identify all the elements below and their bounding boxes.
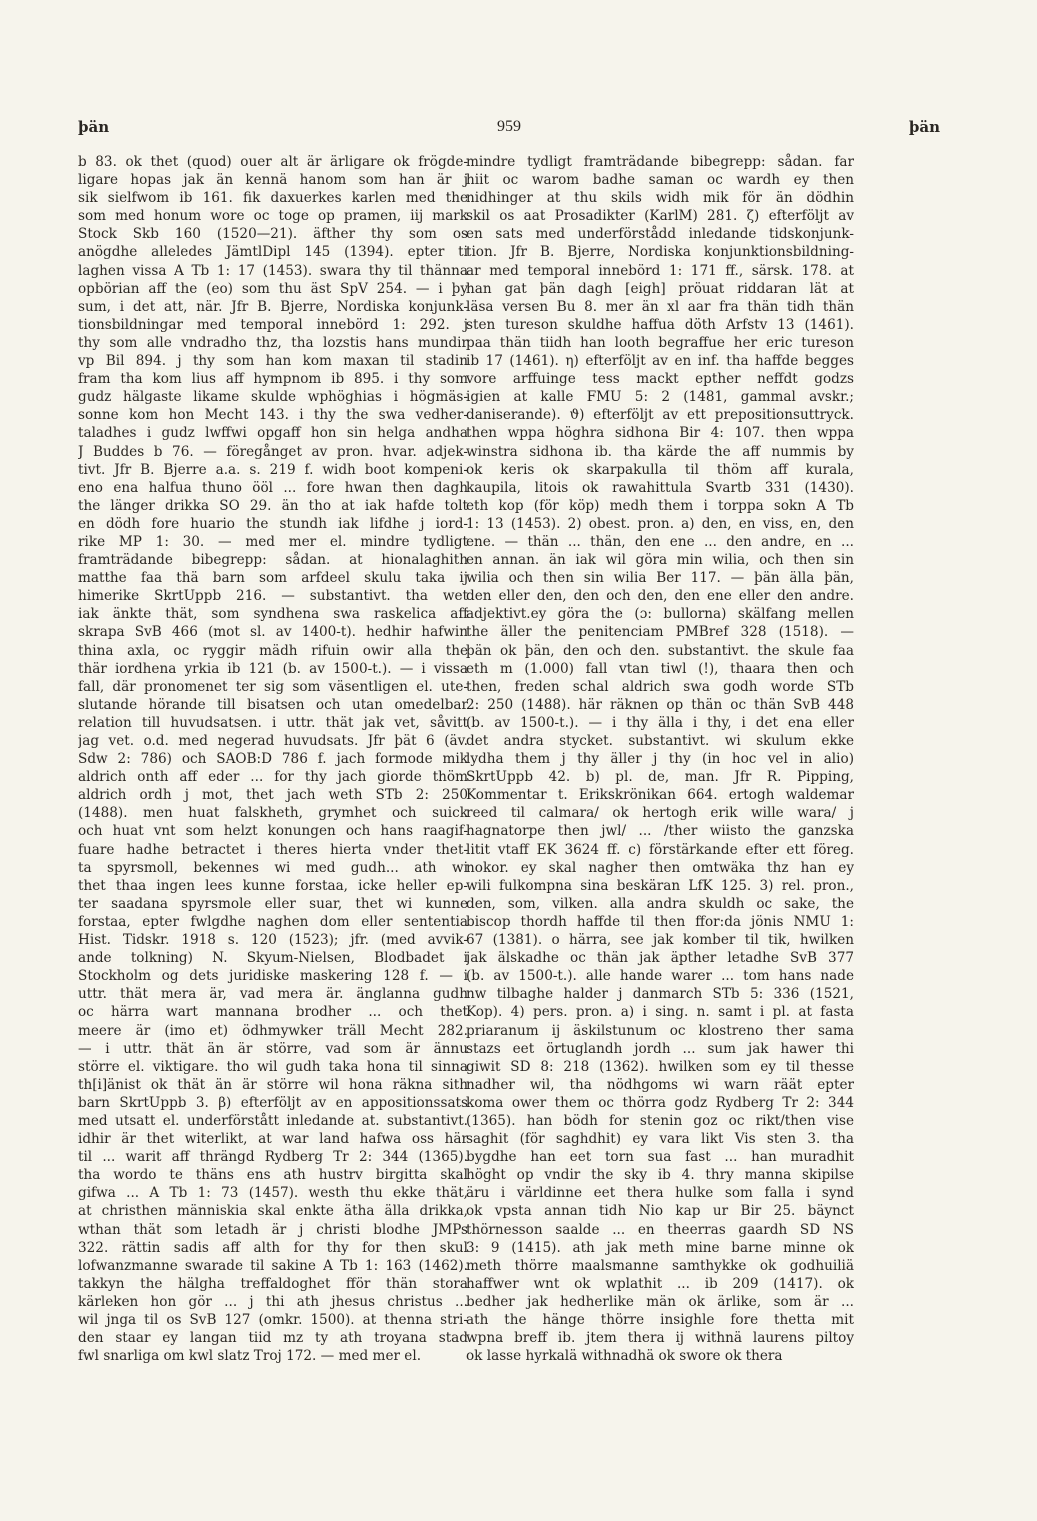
- text-line: thina axla, oc ryggir mädh rifuin owir alla the: [78, 642, 468, 659]
- text-line: then, freden schal aldrich swa godh worde STb: [466, 678, 854, 695]
- text-line: wil jnga til os SvB 127 (omkr. 1500). at thenna stri-: [78, 1312, 468, 1328]
- text-line: Kop). 4) pers. pron. a) i sing. n. samt i pl. at fasta: [466, 1004, 854, 1021]
- text-line: anögdhe alleledes JämtlDipl 145 (1394). epter ti: [78, 244, 468, 261]
- text-line: laghen vissa A Tb 1: 17 (1453). swara thy til thänna: [78, 262, 468, 279]
- text-line: gudz hälgaste likame skulde wphöghias i högmäs-: [78, 389, 468, 406]
- text-line: Stockholm og dets juridiske maskering 128 f. — i: [78, 968, 468, 985]
- text-line: koma ower them oc thörra godz Rydberg Tr 2: 344: [466, 1094, 854, 1111]
- text-line: ene. — thän ... thän, den ene ... den andre, en ...: [466, 533, 854, 550]
- text-line: sonne kom hon Mecht 143. i thy the swa vedher-: [78, 407, 468, 424]
- page-number: 959: [497, 118, 521, 135]
- running-headword-right: þän: [908, 118, 940, 136]
- text-line: eth m (1.000) fall vtan tiwl (!), thaara then och: [466, 660, 854, 677]
- text-line: thörnesson saalde ... en theerras gaardh SD NS: [466, 1221, 854, 1238]
- text-line: vore arffuinge tess mackt epther neffdt godzs: [466, 371, 854, 388]
- text-line: nidhinger at thu skils widh mik för än dödhin: [466, 190, 854, 207]
- text-line: tha wordo te thäns ens ath hustrv birgitta skal: [78, 1167, 468, 1184]
- text-line: den, som, vilken. alla andra skuldh oc sake, the: [466, 895, 854, 912]
- text-line: större el. viktigare. tho wil gudh taka hona til sinna: [78, 1058, 468, 1075]
- text-line: winstra sidhona ib. tha kärde the aff nummis by: [466, 443, 854, 460]
- text-line: kaupila, litois ok rawahittula Svartb 331 (1430).: [466, 479, 854, 496]
- text-line: wilia och then sin wilia Ber 117. — þän älla þän,: [466, 570, 854, 587]
- text-line: oc härra wart mannana brodher ... och thet: [78, 1004, 468, 1021]
- text-line: matthe faa thä barn som arfdeel skulu taka ij: [78, 570, 468, 587]
- text-line: 67 (1381). o härra, see jak komber til tik, hwilken: [466, 932, 854, 949]
- text-line: takkyn the hälgha treffaldoghet fför thän stora: [78, 1275, 468, 1292]
- text-line: forstaa, epter fwlgdhe naghen dom eller sententia: [78, 913, 468, 930]
- text-line: taladhes i gudz lwffwi opgaff hon sin helga andha: [78, 425, 468, 442]
- text-line: tivt. Jfr B. Bjerre a.a. s. 219 f. widh boot kompeni-: [78, 461, 468, 478]
- text-line: fram tha kom lius aff hympnom ib 895. i thy som: [78, 371, 468, 388]
- text-line: nw tilbaghe halder j danmarch STb 5: 336 (1521,: [466, 986, 854, 1003]
- text-line: stazs eet örtuglandh jordh ... sum jak hawer thi: [466, 1040, 854, 1057]
- text-line: den staar ey langan tiid mz ty ath troyana stad: [78, 1330, 468, 1347]
- text-line: och huat vnt som helzt konungen och hans raagif-: [78, 823, 468, 840]
- text-line: sum, i det att, när. Jfr B. Bjerre, Nordiska konjunk-: [78, 298, 468, 315]
- text-line: barn SkrtUppb 3. β) efterföljt av en appositionssats: [78, 1094, 468, 1111]
- text-line: th[i]änist ok thät än är större wil hona räkna sith: [78, 1076, 468, 1093]
- text-line: paa thän tiidh han looth begraffue her eric tureson: [466, 334, 854, 351]
- text-line: daniserande). ϑ) efterföljt av ett prepositionsuttryck.: [466, 407, 854, 424]
- text-line: gifwa ... A Tb 1: 73 (1457). westh thu ekke thät,: [78, 1185, 468, 1202]
- text-line: ib 17 (1461). η) efterföljt av en inf. tha haffde begges: [466, 353, 854, 370]
- text-line: adjektivt.ey göra the (ɔ: bullorna) skälfang mellen: [466, 606, 854, 623]
- text-line: skrapa SvB 466 (mot sl. av 1400-t). hedhir hafwin: [78, 624, 468, 641]
- text-line: fall, där pronomenet ter sig som väsentligen el. ute-: [78, 678, 468, 695]
- text-line: med utsatt el. underförstått inledande at. substantivt.: [78, 1112, 468, 1129]
- text-line: en sats med underförstådd inledande tidskonjunk-: [466, 226, 854, 243]
- running-headword-left: þän: [78, 118, 110, 136]
- text-line: nokor. ey skal nagher then omtwäka thz han ey: [466, 859, 854, 876]
- text-line: 1: 13 (1453). 2) obest. pron. a) den, en viss, en, den: [466, 515, 854, 532]
- text-line: ath the hänge thörre insighle fore thetta mit: [466, 1312, 854, 1328]
- text-line: 2: 250 (1488). här räknen op thän oc thän SvB 448: [466, 696, 854, 713]
- text-line: ar med temporal innebörd 1: 171 ff., särsk. 178. at: [466, 262, 854, 279]
- text-line: jak älskadhe oc thän jak äpther letadhe SvB 377: [466, 950, 854, 967]
- text-line: the länger drikka SO 29. än tho at iak hafde tolt: [78, 497, 468, 514]
- text-line: ligare hopas jak än kennä hanom som han är j: [78, 172, 468, 189]
- text-line: hiit oc warom badhe saman oc wardh ey then: [466, 172, 854, 189]
- text-line: ter saadana spyrsmole eller suar, thet wi kunne: [78, 895, 468, 912]
- text-line: þän ok þän, den och den. substantivt. the skule faa: [466, 642, 854, 659]
- text-line: bedher jak hedherlike män ok ärlike, som är ...: [466, 1293, 854, 1310]
- right-column: [466, 153, 854, 1365]
- text-line: biscop thordh haffde til then ffor:da jönis NMU 1:: [466, 913, 854, 930]
- text-line: bygdhe han eet torn sua fast ... han muradhit: [466, 1149, 854, 1166]
- text-line: eno ena halfua thuno ööl ... fore hwan then dagh: [78, 479, 468, 496]
- text-line: fwl snarliga om kwl slatz Troj 172. — med mer el.: [78, 1348, 422, 1365]
- text-line: vp Bil 894. j thy som han kom maxan til stadin: [78, 353, 468, 370]
- text-line: läsa versen Bu 8. mer än xl aar fra thän tidh thän: [466, 298, 854, 315]
- text-line: han gat þän dagh [eigh] pröuat riddaran lät at: [466, 280, 854, 297]
- text-line: höght op vndir the sky ib 4. thry manna skipilse: [466, 1167, 854, 1184]
- text-line: himerike SkrtUppb 216. — substantivt. tha wet: [78, 588, 468, 605]
- text-line: iak änkte thät, som syndhena swa raskelica aff: [78, 606, 468, 623]
- text-line: aldrich ordh j mot, thet jach weth STb 2: 250: [78, 787, 468, 804]
- text-line: til ... warit aff thrängd Rydberg Tr 2: 344 (1365).: [78, 1149, 468, 1166]
- text-line: sik sielfwom ib 161. fik daxuerkes karlen med the: [78, 190, 468, 207]
- text-line: reed til calmara/ ok hertogh erik wille wara/ j: [466, 805, 854, 822]
- text-line: thär iordhena yrkia ib 121 (b. av 1500-t.). — i vissa: [78, 660, 468, 677]
- text-line: thet thaa ingen lees kunne forstaa, icke heller ep-: [78, 877, 468, 894]
- text-line: (1488). men huat falskheth, grymhet och suick: [78, 805, 468, 822]
- text-line: det andra stycket. substantivt. wi skulum ekke: [466, 733, 854, 749]
- text-line: lofwanzmanne swarade til sakine A Tb 1: 163 (1462).: [78, 1257, 468, 1274]
- text-line: igien at kalle FMU 5: 2 (1481, gammal avskr.;: [466, 389, 854, 406]
- text-line: tion. Jfr B. Bjerre, Nordiska konjunktionsbildning-: [466, 244, 854, 261]
- text-line: wpna breff ib. jtem thera ij withnä laurens piltoy: [466, 1330, 854, 1347]
- text-line: fuare hadhe betractet i theres hierta vnder thet-: [78, 841, 468, 858]
- text-line: lydha them j thy äller j thy (in hoc vel in alio): [466, 751, 854, 768]
- text-line: uttr. thät mera är, vad mera är. änglanna gudh: [78, 986, 468, 1003]
- text-line: Sdw 2: 786) och SAOB:D 786 f. jach formode mik: [78, 751, 468, 768]
- text-line: mindre tydligt framträdande bibegrepp: sådan. far: [466, 154, 854, 170]
- text-line: Stock Skb 160 (1520—21). äfther thy som os: [78, 226, 468, 243]
- text-line: ok vpsta annan tidh Nio kap ur Bir 25. bäynct: [466, 1203, 854, 1220]
- text-line: giwit SD 8: 218 (1362). hwilken som ey til thesse: [466, 1058, 854, 1075]
- text-line: haffwer wnt ok wplathit ... ib 209 (1417). ok: [466, 1275, 854, 1292]
- text-line: som med honum wore oc toge op pramen, iij mark: [78, 208, 468, 225]
- text-line: saghit (för saghdhit) ey vara likt Vis sten 3. tha: [466, 1131, 854, 1148]
- text-line: (b. av 1500-t.). — i thy älla i thy, i det ena eller: [466, 714, 854, 731]
- text-line: b 83. ok thet (quod) ouer alt är ärligare ok frögde-: [78, 154, 468, 170]
- text-line: idhir är thet witerlikt, at war land hafwa oss här: [78, 1131, 468, 1148]
- text-line: then wppa höghra sidhona Bir 4: 107. then wppa: [466, 425, 854, 442]
- text-line: slutande hörande till bisatsen och utan omedelbar: [78, 696, 468, 713]
- text-line: litit vtaff EK 3624 ff. c) förstärkande efter ett föreg.: [466, 841, 854, 858]
- text-line: wthan thät som letadh är j christi blodhe JMPs: [78, 1221, 468, 1238]
- text-line: opbörian aff the (eo) som thu äst SpV 254. — i þy: [78, 280, 468, 297]
- text-line: relation till huvudsatsen. i uttr. thät jak vet, såvitt: [78, 714, 468, 731]
- text-line: ande tolkning) N. Skyum-Nielsen, Blodbadet i: [78, 950, 468, 967]
- text-line: skil os aat Prosadikter (KarlM) 281. ζ) efterföljt av: [466, 208, 854, 225]
- page-header: [78, 118, 940, 142]
- text-line: kärleken hon gör ... j thi ath jhesus christus ...: [78, 1293, 468, 1310]
- text-line: nadher wil, tha nödhgoms wi warn räät epter: [466, 1076, 854, 1093]
- left-column: [78, 153, 468, 1365]
- text-line: en dödh fore huario the stundh iak lifdhe j iord-: [78, 515, 468, 532]
- text-line: at christhen människia skal enkte ätha älla drikka,: [78, 1203, 468, 1220]
- text-line: den eller den, den och den, den ene eller den andre.: [466, 588, 854, 605]
- text-line: 322. rättin sadis aff alth for thy for then skul: [78, 1239, 468, 1256]
- text-line: priaranum ij äskilstunum oc klostreno ther sama: [466, 1022, 854, 1039]
- text-line: rike MP 1: 30. — med mer el. mindre tydligt: [78, 533, 468, 550]
- text-line: framträdande bibegrepp: sådan. at hionalaghith: [78, 552, 468, 569]
- text-line: wili fulkompna sina beskäran LfK 125. 3) rel. pron.,: [466, 877, 854, 894]
- text-line: aldrich onth aff eder ... for thy jach giorde thöm: [78, 769, 468, 786]
- text-line: eth kop (för köp) medh them i torppa sokn A Tb: [466, 497, 854, 514]
- text-line: Hist. Tidskr. 1918 s. 120 (1523); jfr. (med avvik-: [78, 932, 468, 949]
- text-line: ok lasse hyrkalä withnadhä ok swore ok thera: [466, 1348, 783, 1365]
- text-line: ok keris ok skarpakulla til thöm aff kurala,: [466, 461, 854, 478]
- text-line: J Buddes b 76. — föregånget av pron. hvar. adjek-: [78, 443, 468, 460]
- text-line: (b. av 1500-t.). alle hande warer ... tom hans nade: [466, 968, 854, 985]
- text-line: meth thörre maalsmanne samthykke ok godhuiliä: [466, 1257, 854, 1274]
- text-line: — i uttr. thät än är större, vad som är ännu: [78, 1040, 468, 1057]
- text-line: jag vet. o.d. med negerad huvudsats. Jfr þät 6 (äv.: [78, 733, 468, 749]
- text-line: 3: 9 (1415). ath jak meth mine barne minne ok: [466, 1239, 854, 1256]
- text-line: äru i världinne eet thera hulke som falla i synd: [466, 1185, 854, 1202]
- text-line: sten tureson skuldhe haffua döth Arfstv 13 (1461).: [466, 316, 854, 333]
- text-line: thy som alle vndradho thz, tha lozstis hans mundir: [78, 334, 468, 351]
- text-line: Kommentar t. Erikskrönikan 664. ertogh waldemar: [466, 787, 854, 804]
- text-line: meere är (imo et) ödhmywker träll Mecht 282.: [78, 1022, 468, 1039]
- text-line: SkrtUppb 42. b) pl. de, man. Jfr R. Pipping,: [466, 769, 854, 786]
- text-line: the äller the penitenciam PMBref 328 (1518). —: [466, 624, 854, 641]
- text-line: en annan. än iak wil göra min wilia, och then sin: [466, 552, 854, 569]
- text-line: hagnatorpe then jwl/ ... /ther wiisto the ganzska: [466, 823, 854, 840]
- text-line: (1365). han bödh for stenin goz oc rikt/then vise: [466, 1112, 854, 1129]
- text-line: ta spyrsmoll, bekennes wi med gudh... ath wi: [78, 859, 468, 876]
- text-line: tionsbildningar med temporal innebörd 1: 292. j: [78, 316, 468, 333]
